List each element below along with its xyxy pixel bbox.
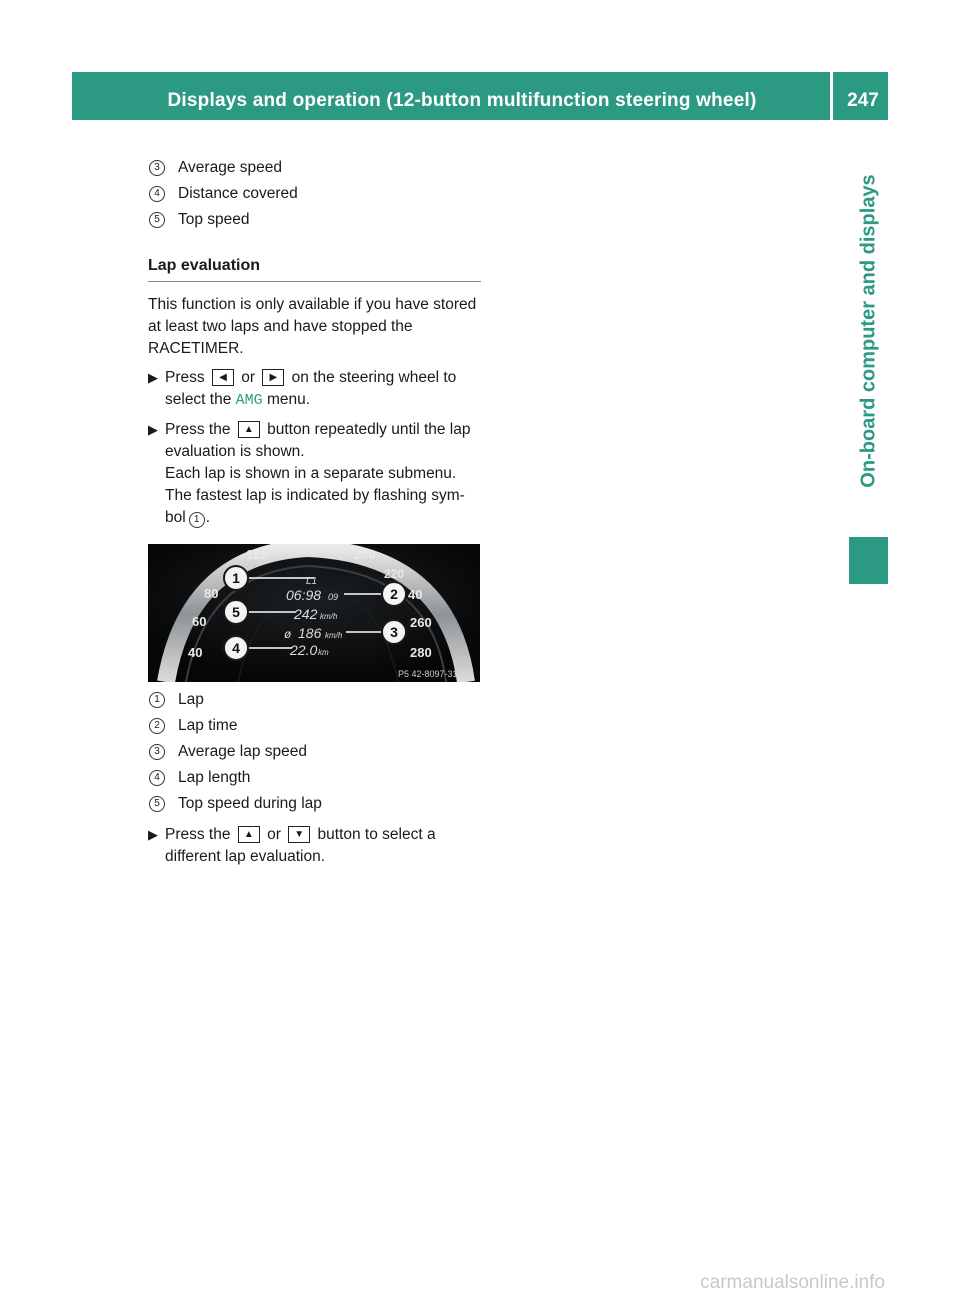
callout-number: 4 <box>149 186 165 202</box>
chapter-side-tab <box>849 132 888 530</box>
legend-item <box>148 181 481 207</box>
legend-text: Top speed during lap <box>178 795 322 812</box>
figure-reference-code: P5 42-8097-31 <box>398 669 458 679</box>
step-text: Press the ▲ or ▼ button to select a different lap evaluation. <box>165 826 436 865</box>
legend-item <box>148 207 481 233</box>
legend-text: Lap length <box>178 769 251 786</box>
legend-item <box>148 687 481 713</box>
lap-time-fraction: 09 <box>328 592 339 602</box>
instruction-step <box>148 367 481 412</box>
instruction-step <box>148 824 481 868</box>
legend-text: Average speed <box>178 159 282 176</box>
callout-number: 5 <box>149 796 165 812</box>
length-unit: km <box>318 648 329 657</box>
legend-item <box>148 155 481 181</box>
legend-item <box>148 713 481 739</box>
page-content <box>148 155 481 868</box>
instrument-cluster-image <box>148 544 480 682</box>
legend-text: Average lap speed <box>178 743 307 760</box>
page-header-title: Displays and operation (12-button multifunction steering wheel) <box>167 90 757 111</box>
callout-number: 1 <box>149 692 165 708</box>
dial-label: 40 <box>188 645 203 660</box>
dial-label: 220 <box>384 567 405 581</box>
page-number: 247 <box>847 90 879 111</box>
dial-label: 40 <box>408 587 423 602</box>
left-key-icon: ◀ <box>212 369 234 386</box>
average-symbol: ø <box>284 627 292 641</box>
dial-label: 260 <box>410 615 432 630</box>
up-key-icon: ▲ <box>238 421 260 438</box>
callout-label: 3 <box>390 624 398 640</box>
section-heading: Lap evaluation <box>148 255 481 282</box>
callout-number: 3 <box>149 160 165 176</box>
callout-number: 1 <box>189 512 205 528</box>
lap-number-readout: L1 <box>306 576 318 587</box>
watermark-text: carmanualsonline.info <box>700 1272 885 1293</box>
instruction-step <box>148 419 481 529</box>
bottom-legend <box>148 687 481 817</box>
header-divider <box>830 72 833 120</box>
section-intro: This function is only available if you have stored at least two laps and have stopped the RACETIMER. <box>148 296 477 357</box>
lap-evaluation-display-figure <box>148 544 480 682</box>
speed-unit: km/h <box>320 612 338 621</box>
dial-label: 60 <box>192 614 207 629</box>
legend-text: Lap <box>178 691 204 708</box>
dial-label: 80 <box>204 586 219 601</box>
lap-length-readout: 22.0 <box>290 642 318 658</box>
dial-label: 280 <box>410 645 432 660</box>
step-text: Press ◀ or ▶ on the steering wheel to select the AMG menu. <box>165 369 457 409</box>
legend-item <box>148 739 481 765</box>
right-key-icon: ▶ <box>262 369 284 386</box>
top-speed-readout: 242 <box>294 606 318 622</box>
legend-text: Distance covered <box>178 185 298 202</box>
callout-label: 5 <box>232 604 240 620</box>
legend-item <box>148 765 481 791</box>
dial-label: 200 <box>354 547 376 562</box>
legend-text: Top speed <box>178 211 250 228</box>
dial-label: 120 <box>246 547 268 562</box>
legend-item <box>148 791 481 817</box>
callout-label: 2 <box>390 586 398 602</box>
average-speed-readout: 186 <box>298 625 322 641</box>
step-arrow-icon: ▶ <box>148 422 158 437</box>
step-text: Press the ▲ button repeatedly until the lap evaluation is shown. Each lap is shown in a separate submenu. The fastest lap is indicated by flashing sym- bol 1 . <box>165 421 471 526</box>
legend-text: Lap time <box>178 717 238 734</box>
callout-label: 1 <box>232 570 240 586</box>
top-legend <box>148 155 481 233</box>
up-key-icon: ▲ <box>238 826 260 843</box>
chapter-side-marker <box>849 537 888 584</box>
down-key-icon: ▼ <box>288 826 310 843</box>
callout-number: 2 <box>149 718 165 734</box>
callout-number: 5 <box>149 212 165 228</box>
step-arrow-icon: ▶ <box>148 827 158 842</box>
chapter-side-tab-label: On-board computer and displays <box>857 174 879 488</box>
step-arrow-icon: ▶ <box>148 370 158 385</box>
callout-label: 4 <box>232 640 240 656</box>
lap-time-readout: 06:98 <box>286 587 322 603</box>
callout-number: 4 <box>149 770 165 786</box>
amg-menu-label: AMG <box>235 392 263 409</box>
speed-unit: km/h <box>325 631 343 640</box>
callout-number: 3 <box>149 744 165 760</box>
